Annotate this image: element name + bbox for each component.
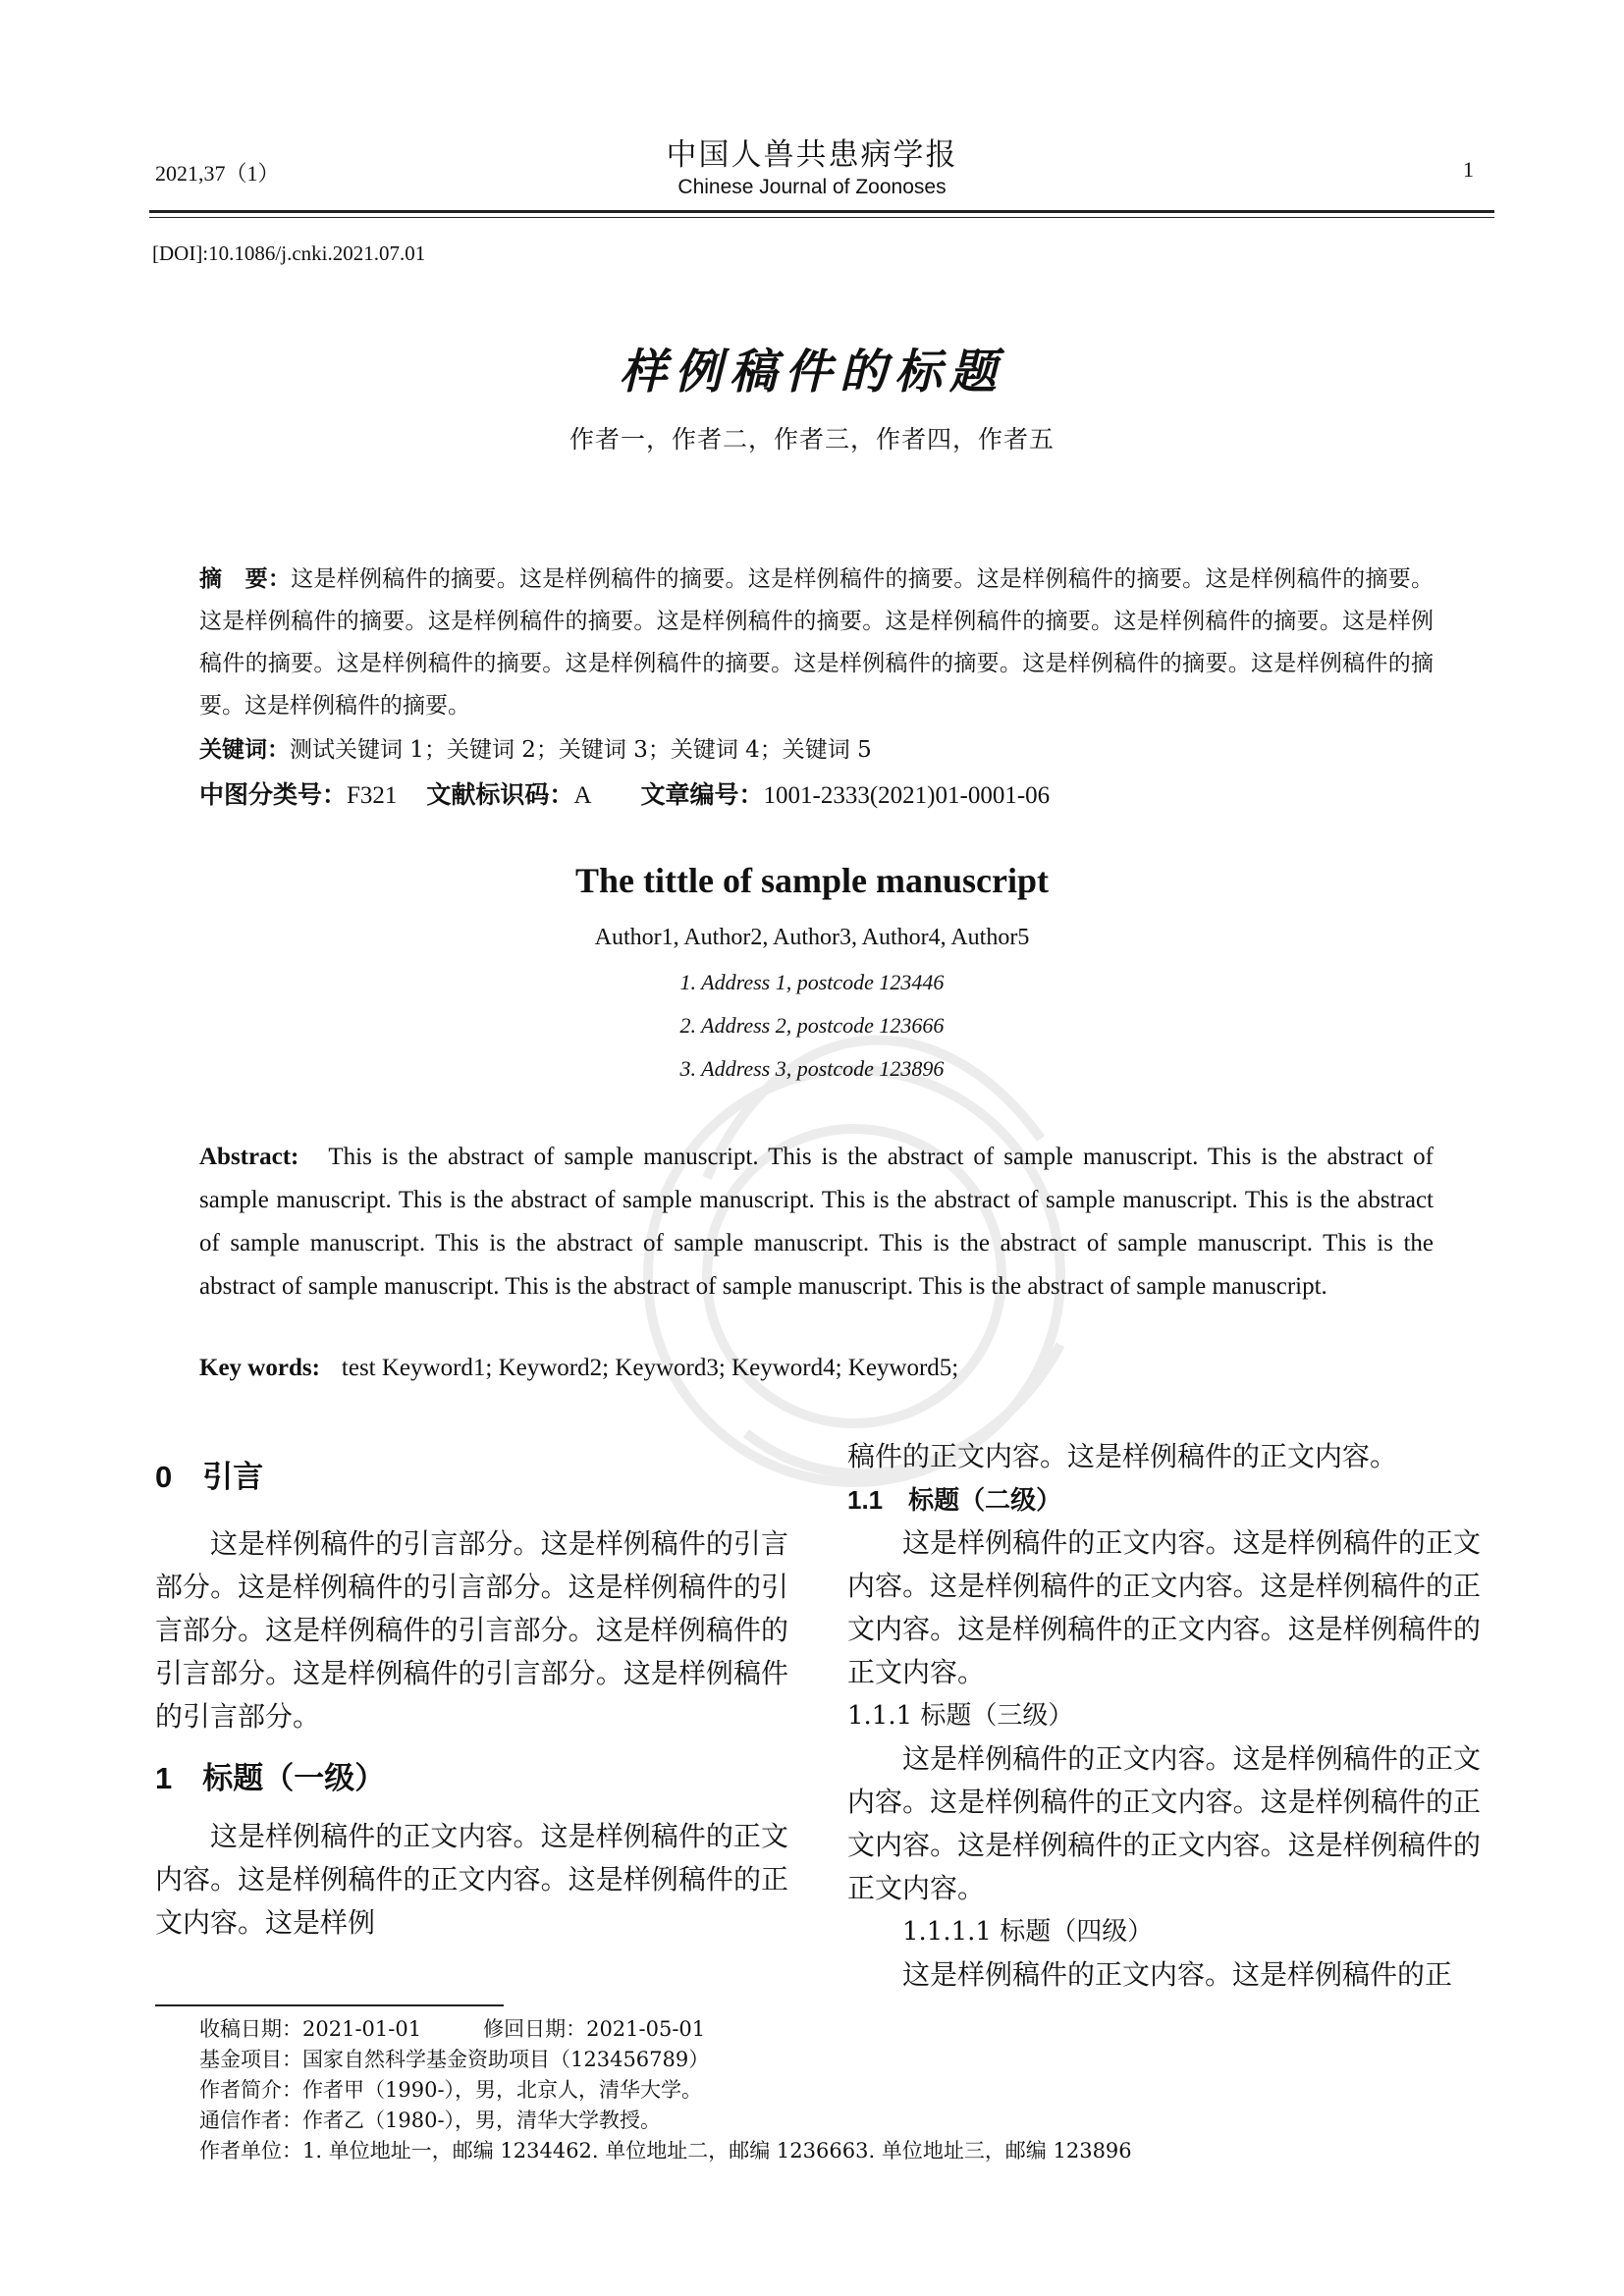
authors-cn: 作者一，作者二，作者三，作者四，作者五 <box>568 425 1055 454</box>
footnote-affiliation: 作者单位：1. 单位地址一，邮编 1234462. 单位地址二，邮编 1236663. 单位地址三，邮编 123896 <box>199 2139 1132 2163</box>
section-1-text: 这是样例稿件的正文内容。这是样例稿件的正文内容。这是样例稿件的正文内容。这是样例稿件的正文内容。这是样例 <box>155 1820 788 1939</box>
section-0-heading: 0 引言 <box>155 1460 264 1494</box>
paper-title-cn: 样例稿件的标题 <box>619 345 1004 400</box>
footnotes <box>199 2014 1132 2166</box>
heading-level-4-text: 这是样例稿件的正文内容。这是样例稿件的正 <box>902 1958 1453 1991</box>
heading-level-2: 1.1 标题（二级） <box>847 1485 1062 1515</box>
journal-title-en: Chinese Journal of Zoonoses <box>677 176 947 198</box>
section-0-text: 这是样例稿件的引言部分。这是样例稿件的引言部分。这是样例稿件的引言部分。这是样例稿件的引言部分。这是样例稿件的引言部分。这是样例稿件的引言部分。这是样例稿件的引言部分。这是样例稿件的引言部分。 <box>155 1527 788 1733</box>
abstract-cn-label: 摘 要： <box>199 565 292 591</box>
heading-level-2-text: 这是样例稿件的正文内容。这是样例稿件的正文内容。这是样例稿件的正文内容。这是样例稿件的正文内容。这是样例稿件的正文内容。这是样例稿件的正文内容。 <box>847 1526 1481 1688</box>
abstract-en-text: This is the abstract of sample manuscript. This is the abstract of sample manuscript. This is the abstract of sample manuscript. This is the abstract of sample manuscript. This is the abstract of sample manuscript. This is the abstract of sample manuscript. This is the abstract of sample manuscript. This is the abstract of sample manuscript. This is the abstract of sample manuscript. This is the abstract of sample manuscript. This is the abstract of sample manuscript. <box>199 1144 1434 1300</box>
classification-line <box>199 775 1050 811</box>
keywords-en-text: test Keyword1; Keyword2; Keyword3; Keyword4; Keyword5; <box>341 1355 959 1381</box>
address-1: 1. Address 1, postcode 123446 <box>679 970 945 994</box>
address-2: 2. Address 2, postcode 123666 <box>679 1013 945 1038</box>
header-volume: 2021,37（1） <box>155 161 280 186</box>
section-1-heading: 1 标题（一级） <box>155 1761 386 1795</box>
heading-level-3: 1.1.1 标题（三级） <box>847 1701 1074 1731</box>
heading-level-4: 1.1.1.1 标题（四级） <box>902 1917 1154 1947</box>
abstract-cn <box>199 558 1434 727</box>
keywords-cn-label: 关键词： <box>199 736 290 762</box>
left-column <box>155 1458 788 1945</box>
clc-label: 中图分类号： <box>199 781 348 809</box>
footnote-fund: 基金项目：国家自然科学基金资助项目（123456789） <box>199 2048 710 2071</box>
footnote-corresponding-author: 通信作者：作者乙（1980-），男，清华大学教授。 <box>199 2109 662 2132</box>
right-column <box>847 1435 1481 1997</box>
keywords-en <box>199 1355 958 1382</box>
abstract-en-label: Abstract: <box>199 1144 299 1170</box>
keywords-en-label: Key words: <box>199 1355 320 1381</box>
journal-title-cn: 中国人兽共患病学报 <box>666 137 958 173</box>
footnote-author-bio: 作者简介：作者甲（1990-），男，北京人，清华大学。 <box>199 2078 703 2102</box>
doi-line: [DOI]:10.1086/j.cnki.2021.07.01 <box>152 241 426 265</box>
footnote-rule <box>155 2004 504 2006</box>
article-number-value: 1001-2333(2021)01-0001-06 <box>763 782 1051 809</box>
keywords-cn-text: 测试关键词 1；关键词 2；关键词 3；关键词 4；关键词 5 <box>290 737 872 763</box>
authors-en: Author1, Author2, Author3, Author4, Author5 <box>594 925 1030 950</box>
clc-value: F321 <box>347 782 398 809</box>
abstract-cn-text: 这是样例稿件的摘要。这是样例稿件的摘要。这是样例稿件的摘要。这是样例稿件的摘要。这是样例稿件的摘要。这是样例稿件的摘要。这是样例稿件的摘要。这是样例稿件的摘要。这是样例稿件的摘要。这是样例稿件的摘要。这是样例稿件的摘要。这是样例稿件的摘要。这是样例稿件的摘要。这是样例稿件的摘要。这是样例稿件的摘要。这是样例稿件的摘要。这是样例稿件的摘要。 <box>199 566 1435 719</box>
journal-title <box>616 135 1008 200</box>
header-page-number: 1 <box>1463 157 1474 182</box>
continued-text: 稿件的正文内容。这是样例稿件的正文内容。 <box>847 1440 1398 1472</box>
footnote-received: 收稿日期：2021-01-01 修回日期：2021-05-01 <box>199 2017 706 2041</box>
paper-title-en: The tittle of sample manuscript <box>575 861 1049 900</box>
article-number-label: 文章编号： <box>640 781 764 809</box>
header-rule-thin <box>149 217 1494 218</box>
header-rule-thick <box>149 210 1494 213</box>
doc-code-value: A <box>573 782 592 809</box>
abstract-en <box>199 1136 1434 1308</box>
address-3: 3. Address 3, postcode 123896 <box>679 1056 945 1081</box>
heading-level-3-text: 这是样例稿件的正文内容。这是样例稿件的正文内容。这是样例稿件的正文内容。这是样例稿件的正文内容。这是样例稿件的正文内容。这是样例稿件的正文内容。 <box>847 1742 1481 1904</box>
doc-code-label: 文献标识码： <box>426 781 574 809</box>
keywords-cn <box>199 731 872 764</box>
